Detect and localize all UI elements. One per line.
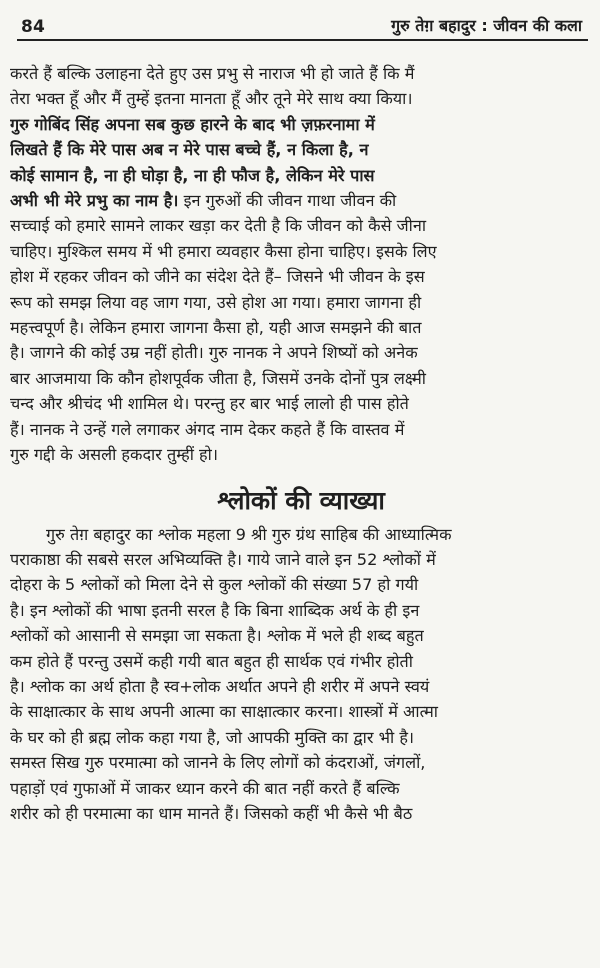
text-segment: इन गुरुओं की जीवन गाथा जीवन की bbox=[178, 191, 397, 211]
mixed-text-line bbox=[10, 188, 592, 213]
text-line: गुरु गद्दी के असली हकदार तुम्हीं हो। bbox=[10, 445, 218, 465]
header-rule bbox=[17, 39, 588, 41]
running-title: गुरु तेग़ बहादुर : जीवन की कला bbox=[391, 16, 582, 35]
text-line: सच्चाई को हमारे सामने लाकर खड़ा कर देती है कि जीवन को कैसे जीना bbox=[10, 216, 427, 236]
page-header bbox=[10, 0, 592, 42]
page-number: 84 bbox=[21, 17, 46, 37]
text-line: दोहरा के 5 श्लोकों को मिला देने से कुल श्लोकों की संख्या 57 हो गयी bbox=[10, 575, 419, 595]
text-line: चाहिए। मुश्किल समय में भी हमारा व्यवहार कैसा होना चाहिए। इसके लिए bbox=[10, 241, 437, 261]
text-line: है। इन श्लोकों की भाषा इतनी सरल है कि बिना शाब्दिक अर्थ के ही इन bbox=[10, 600, 420, 620]
text-line: रूप को समझ लिया वह जाग गया, उसे होश आ गया। हमारा जागना ही bbox=[10, 292, 422, 312]
text-line: है। श्लोक का अर्थ होता है स्व+लोक अर्थात अपने ही शरीर में अपने स्वयं bbox=[10, 676, 430, 696]
text-line: के साक्षात्कार के साथ अपनी आत्मा का साक्षात्कार करना। शास्त्रों में आत्मा bbox=[10, 702, 439, 722]
text-line: बार आजमाया कि कौन होशपूर्वक जीता है, जिसमें उनके दोनों पुत्र लक्ष्मी bbox=[10, 368, 426, 388]
paragraph-shlokas bbox=[10, 522, 592, 827]
text-line: चन्द और श्रीचंद भी शामिल थे। परन्तु हर बार भाई लालो ही पास होते bbox=[10, 394, 409, 414]
text-line: समस्त सिख गुरु परमात्मा को जानने के लिए लोगों को कंदराओं, जंगलों, bbox=[10, 753, 426, 773]
text-line: होश में रहकर जीवन को जीने का संदेश देते हैं– जिसने भी जीवन के इस bbox=[10, 267, 425, 287]
text-line: के घर को ही ब्रह्म लोक कहा गया है, जो आपकी मुक्ति का द्वार भी है। bbox=[10, 727, 415, 747]
text-line: तेरा भक्त हूँ और मैं तुम्हें इतना मानता हूँ और तूने मेरे साथ क्या किया। bbox=[10, 89, 413, 109]
bold-text-line: लिखते हैं कि मेरे पास अब न मेरे पास बच्चे हैं, न किला है, न bbox=[10, 140, 369, 160]
text-line: हैं। नानक ने उन्हें गले लगाकर अंगद नाम देकर कहते हैं कि वास्तव में bbox=[10, 419, 405, 439]
paragraph-intro bbox=[10, 61, 592, 468]
text-line: शरीर को ही परमात्मा का धाम मानते हैं। जिसको कहीं भी कैसे भी बैठ bbox=[10, 803, 413, 823]
text-line: गुरु तेग़ बहादुर का श्लोक महला 9 श्री गुरु ग्रंथ साहिब की आध्यात्मिक bbox=[46, 524, 452, 544]
text-line: पहाड़ों एवं गुफाओं में जाकर ध्यान करने की बात नहीं करते हैं बल्कि bbox=[10, 778, 400, 798]
bold-text-line: कोई सामान है, ना ही घोड़ा है, ना ही फौज है, लेकिन मेरे पास bbox=[10, 165, 375, 185]
text-line: महत्त्वपूर्ण है। लेकिन हमारा जागना कैसा हो, यही आज समझने की बात bbox=[10, 318, 422, 338]
text-line: श्लोकों को आसानी से समझा जा सकता है। श्लोक में भले ही शब्द बहुत bbox=[10, 626, 424, 646]
bold-text-line: गुरु गोबिंद सिंह अपना सब कुछ हारने के बाद भी ज़फ़रनामा में bbox=[10, 114, 375, 134]
section-heading: श्लोकों की व्याख्या bbox=[217, 485, 385, 515]
bold-text-segment: अभी भी मेरे प्रभु का नाम है। bbox=[10, 191, 179, 211]
text-line: करते हैं बल्कि उलाहना देते हुए उस प्रभु से नाराज भी हो जाते हैं कि मैं bbox=[10, 64, 415, 83]
text-line: है। जागने की कोई उम्र नहीं होती। गुरु नानक ने अपने शिष्यों को अनेक bbox=[10, 343, 418, 363]
text-line: कम होते हैं परन्तु उसमें कही गयी बात बहुत ही सार्थक एवं गंभीर होती bbox=[10, 651, 413, 671]
text-line: पराकाष्ठा की सबसे सरल अभिव्यक्ति है। गाये जाने वाले इन 52 श्लोकों में bbox=[10, 549, 436, 569]
